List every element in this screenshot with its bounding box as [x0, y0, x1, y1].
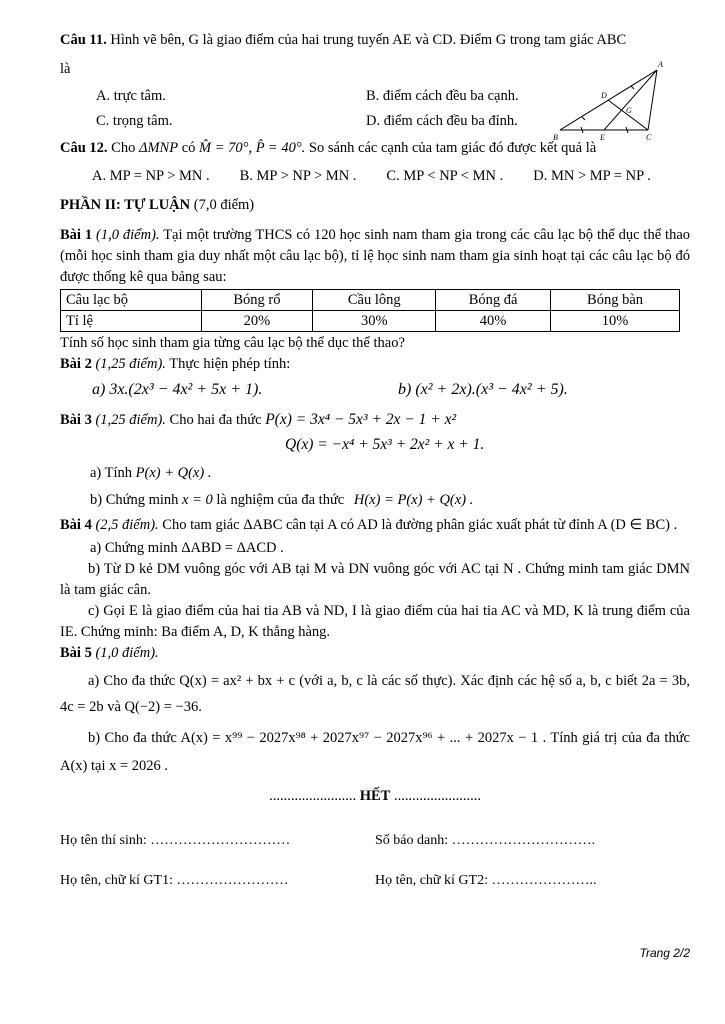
- bai3-points: (1,25 điểm).: [95, 412, 166, 428]
- bai4-points: (2,5 điểm).: [95, 517, 159, 533]
- table-cell: Cầu lông: [313, 290, 436, 311]
- bai3-text: [60, 409, 690, 431]
- bai3-a-expr: P(x) + Q(x) .: [135, 465, 212, 481]
- gt2-field: Họ tên, chữ kí GT2: …………………..: [375, 873, 597, 888]
- bai3-body: Cho hai đa thức: [169, 412, 262, 428]
- bai4-label: Bài 4: [60, 517, 92, 533]
- part2-heading: [60, 195, 690, 216]
- label-a: A: [658, 60, 663, 69]
- q12-post: So sánh các cạnh của tam giác đó được kết quả là: [308, 140, 597, 156]
- bai1-text: [60, 225, 690, 288]
- page-footer: Trang 2/2: [639, 946, 690, 960]
- q12-option-d[interactable]: D. MN > MP = NP .: [533, 168, 651, 184]
- q12-mid: có: [181, 140, 196, 156]
- q12-angles: M̂ = 70°, P̂ = 40°.: [199, 140, 306, 156]
- q12-options: [92, 161, 690, 191]
- q12-pre: Cho: [111, 140, 136, 156]
- end-marker: [60, 786, 690, 807]
- q11-label: Câu 11.: [60, 32, 107, 48]
- label-c: C: [646, 133, 652, 142]
- tick-da: [631, 86, 634, 89]
- bai4-text: [60, 515, 690, 536]
- table-cell: 20%: [201, 311, 313, 332]
- table-cell: Bóng đá: [436, 290, 551, 311]
- bai1-label: Bài 1: [60, 227, 93, 243]
- label-d: D: [601, 91, 607, 100]
- bai3-b-expr1: x = 0: [182, 492, 213, 508]
- end-label: HẾT: [359, 788, 391, 804]
- q12-option-b[interactable]: B. MP > NP > MN .: [239, 168, 357, 184]
- bai2-points: (1,25 điểm).: [95, 356, 166, 372]
- bai4-part-a: a) Chứng minh ΔABD = ΔACD .: [90, 540, 284, 556]
- bai1-body: Tại một trường THCS có 120 học sinh nam tham gia trong các câu lạc bộ thể dục thể thao (mỗi học sinh tham gia duy nhất một câu lạc bộ), tỉ lệ học sinh nam tham gia sinh hoạt tại các câu lạc bộ đó được thống kê qua bảng sau:: [60, 227, 691, 285]
- bai3-label: Bài 3: [60, 412, 92, 428]
- bai2-part-b: b) (x² + 2x).(x³ − 4x² + 5).: [398, 381, 568, 398]
- table-header-rate: Tỉ lệ: [61, 311, 202, 332]
- bai5-part-b: b) Cho đa thức A(x) = x⁹⁹ − 2027x⁹⁸ + 2027x⁹⁷ − 2027x⁹⁶ + ... + 2027x − 1 . Tính giá trị của đa thức A(x) tại x = 2026 .: [60, 730, 690, 774]
- gt1-field: Họ tên, chữ kí GT1: ……………………: [60, 873, 289, 888]
- club-table: [60, 289, 680, 332]
- student-id-field: Số báo danh: ………………………….: [375, 833, 596, 848]
- label-g: G: [626, 106, 632, 115]
- bai3-part-a: [60, 459, 690, 487]
- label-b: B: [553, 133, 558, 142]
- table-cell: 10%: [551, 311, 680, 332]
- bai2-text: [60, 354, 690, 375]
- bai4-body: Cho tam giác ΔABC cân tại A có AD là đường phân giác xuất phát từ đỉnh A (D ∈ BC) .: [162, 517, 678, 533]
- table-cell: Bóng rổ: [201, 290, 313, 311]
- q11-option-b[interactable]: B. điểm cách đều ba cạnh.: [366, 88, 519, 104]
- bai3-b-expr2: H(x) = P(x) + Q(x) .: [353, 492, 474, 508]
- part2-points: (7,0 điểm): [193, 197, 255, 213]
- q11-option-c[interactable]: C. trọng tâm.: [96, 113, 173, 129]
- end-dots-right: ........................: [393, 788, 481, 804]
- q12-option-a[interactable]: A. MP = NP > MN .: [92, 168, 210, 184]
- bai4-part-b: b) Từ D kẻ DM vuông góc với AB tại M và DN vuông góc với AC tại N . Chứng minh tam giác DMN là tam giác cân.: [60, 561, 690, 598]
- triangle-figure: [545, 58, 665, 148]
- bai5-text: [60, 643, 690, 664]
- table-cell: 30%: [313, 311, 436, 332]
- bai2-parts: [92, 375, 690, 405]
- bai3-poly-q: Q(x) = −x⁴ + 5x³ + 2x² + x + 1.: [285, 436, 485, 453]
- q11-text: [60, 30, 690, 51]
- q12-triangle: ΔMNP: [138, 140, 179, 156]
- part2-title: PHẦN II: TỰ LUẬN: [60, 197, 191, 213]
- bai3-part-b: [60, 487, 690, 513]
- median-cd: [608, 100, 648, 130]
- end-dots-left: ........................: [269, 788, 357, 804]
- q11-text2: là: [60, 61, 71, 77]
- table-header-club: Câu lạc bộ: [61, 290, 202, 311]
- bai4-part-c: c) Gọi E là giao điểm của hai tia AB và ND, I là giao điểm của hai tia AC và MD, K là trung điểm của IE. Chứng minh: Ba điểm A, D, K thẳng hàng.: [60, 603, 690, 640]
- bai2-body: Thực hiện phép tính:: [169, 356, 291, 372]
- bai5-part-a: a) Cho đa thức Q(x) = ax² + bx + c (với a, b, c là các số thực). Xác định các hệ số a, b, c biết 2a = 3b, 4c = 2b và Q(−2) = −36.: [60, 673, 690, 715]
- table-cell: 40%: [436, 311, 551, 332]
- bai5-points: (1,0 điểm).: [95, 645, 159, 661]
- q11-body: Hình vẽ bên, G là giao điểm của hai trung tuyến AE và CD. Điểm G trong tam giác ABC: [110, 32, 627, 48]
- signature-row-2: [60, 861, 690, 901]
- table-cell: Bóng bàn: [551, 290, 680, 311]
- table-row: [61, 290, 680, 311]
- signature-row-1: [60, 821, 690, 861]
- bai3-b-pre: b) Chứng minh: [90, 492, 179, 508]
- q11-option-d[interactable]: D. điểm cách đều ba đỉnh.: [366, 113, 518, 129]
- bai1-question: Tính số học sinh tham gia từng câu lạc bộ thể dục thể thao?: [60, 335, 405, 351]
- bai1-points: (1,0 điểm).: [96, 227, 160, 243]
- label-e: E: [600, 133, 605, 142]
- bai2-part-a: a) 3x.(2x³ − 4x² + 5x + 1).: [92, 381, 263, 398]
- exam-page: [60, 30, 690, 901]
- q11-option-a[interactable]: A. trực tâm.: [96, 88, 166, 104]
- table-row: [61, 311, 680, 332]
- q12-label: Câu 12.: [60, 140, 108, 156]
- bai5-label: Bài 5: [60, 645, 92, 661]
- bai3-poly-p: P(x) = 3x⁴ − 5x³ + 2x − 1 + x²: [265, 411, 457, 428]
- bai3-b-mid: là nghiệm của đa thức: [216, 492, 345, 508]
- bai3-a-pre: a) Tính: [90, 465, 133, 481]
- student-name-field: Họ tên thí sinh: …………………………: [60, 833, 291, 848]
- bai2-label: Bài 2: [60, 356, 92, 372]
- q12-option-c[interactable]: C. MP < NP < MN .: [386, 168, 504, 184]
- tick-bd: [582, 117, 585, 120]
